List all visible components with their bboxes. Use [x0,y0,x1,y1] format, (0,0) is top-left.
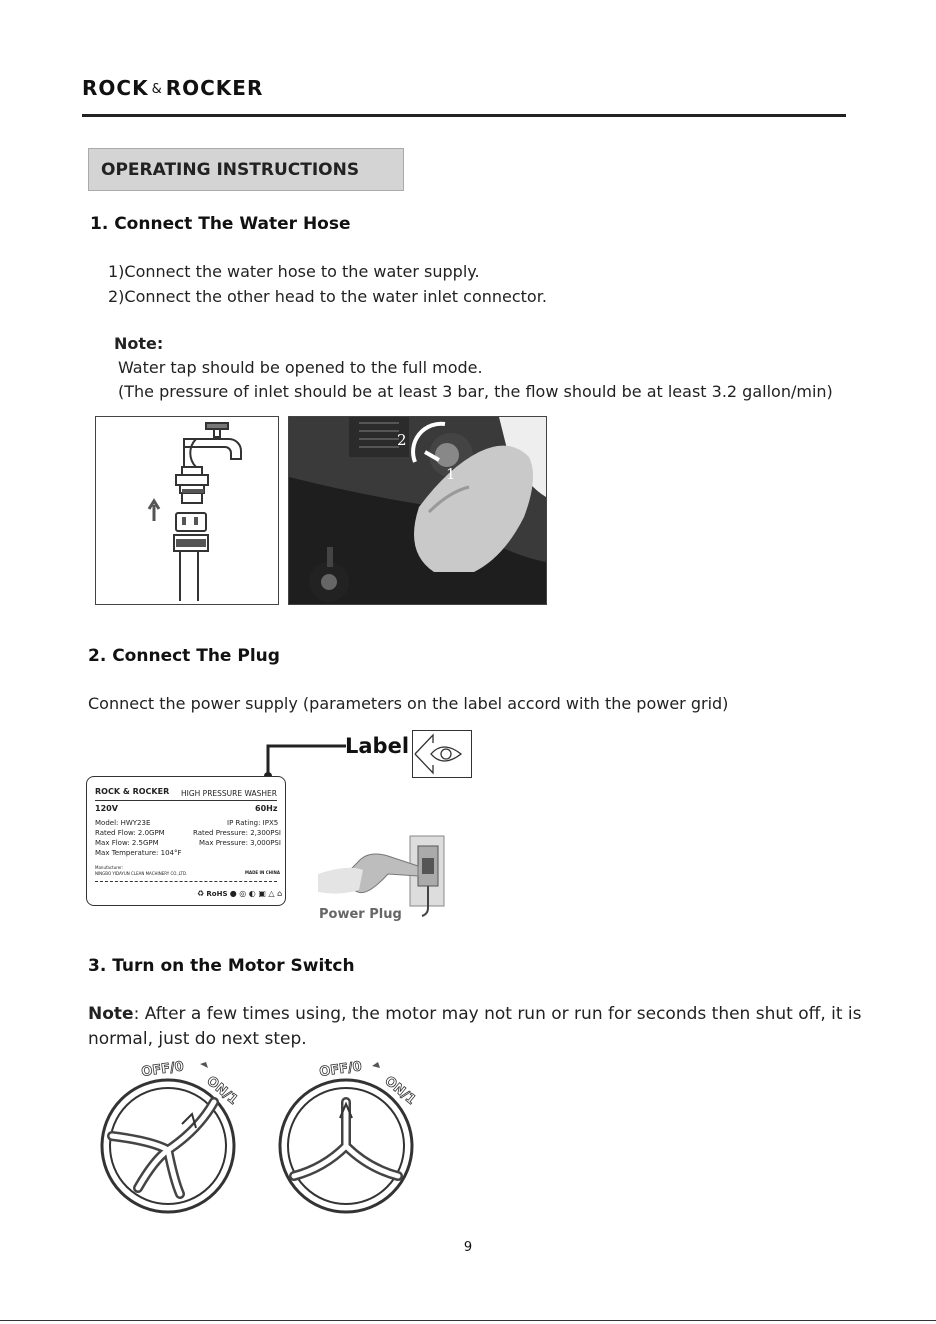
step2-text: Connect the power supply (parameters on the label accord with the power grid) [88,694,729,713]
rating-label-certs: RoHS [206,890,228,898]
rating-label-manufacturer: NINGBO YIDAYUN CLEAN MACHINERY CO.,LTD. [95,871,188,876]
faucet-illustration [95,416,279,605]
rating-label-manufacturer-label: Manufacturer: [95,865,124,870]
rating-label-frequency: 60Hz [255,804,278,813]
switch-arrow-icon-1 [200,1062,208,1068]
motor-switch-off-drawing [86,1056,256,1216]
section-title: OPERATING INSTRUCTIONS [101,160,360,180]
rating-label-divider [95,800,277,801]
photo-mark-1: 1 [446,465,456,483]
step1-note-label: Note: [114,334,164,353]
rating-label-max-pressure: Max Pressure: 3,000PSI [199,839,281,847]
step1-note2: (The pressure of inlet should be at least 3 bar, the flow should be at least 3.2 gallon/min) [118,382,833,401]
step1-heading: 1. Connect The Water Hose [90,214,351,234]
motor-switch-off [86,1056,256,1216]
rating-label [86,776,286,906]
switch-on-label-2: ON/1 [381,1073,419,1109]
step3-heading: 3. Turn on the Motor Switch [88,956,355,976]
switch-off-label-1: OFF/0 [140,1059,185,1080]
header-rule [82,114,846,117]
brand-logo-left: ROCK [82,76,149,100]
switch-arrow-icon-2 [372,1062,380,1068]
weee-icon: ♻ [197,889,205,898]
rating-label-rated-flow: Rated Flow: 2.0GPM [95,829,165,837]
step3-note-line2: normal, just do next step. [88,1029,307,1049]
photo-mark-2: 2 [397,431,407,449]
step1-line2: 2)Connect the other head to the water inlet connector. [108,287,547,306]
rating-label-model: Model: HWY23E [95,819,151,827]
step2-heading: 2. Connect The Plug [88,646,280,666]
rating-label-product: HIGH PRESSURE WASHER [181,789,277,798]
step1-line1: 1)Connect the water hose to the water supply. [108,262,480,281]
rating-label-voltage: 120V [95,804,118,813]
page-bottom-rule [0,1320,936,1321]
rating-label-brand: ROCK & ROCKER [95,787,170,796]
switch-off-label-2: OFF/0 [318,1059,363,1080]
faucet-drawing [96,417,278,604]
power-plug-caption: Power Plug [319,907,402,922]
motor-switch-on [266,1056,436,1216]
eye-icon-box [412,730,472,778]
rating-label-max-temp: Max Temperature: 104°F [95,849,182,857]
eye-icon [413,731,471,777]
cert-symbols-icon: ● ◎ ◐ ▣ △ ⌂ [229,889,283,898]
hose-connection-drawing [289,417,546,604]
motor-switch-on-drawing [266,1056,436,1216]
brand-logo-amp: & [151,82,163,97]
switch-on-label-1: ON/1 [203,1073,241,1109]
rating-label-cert-marks [197,889,282,898]
step3-note-label: Note [88,1004,134,1024]
rating-label-dashed-line [95,881,277,882]
page-number: 9 [463,1240,473,1255]
rating-label-rated-pressure: Rated Pressure: 2,300PSI [193,829,281,837]
step3-note-text: : After a few times using, the motor may not run or run for seconds then shut off, it is [133,1004,862,1024]
label-callout-text: Label [345,734,410,758]
rating-label-made-in: MADE IN CHINA [245,870,280,875]
hose-connection-photo [288,416,547,605]
step3-note-line1 [88,1004,862,1024]
brand-logo-right: ROCKER [165,76,264,100]
rating-label-max-flow: Max Flow: 2.5GPM [95,839,159,847]
brand-logo [82,76,263,100]
section-title-box [88,148,404,191]
rating-label-ip: IP Rating: IPX5 [227,819,279,827]
step1-note1: Water tap should be opened to the full mode. [118,358,483,377]
